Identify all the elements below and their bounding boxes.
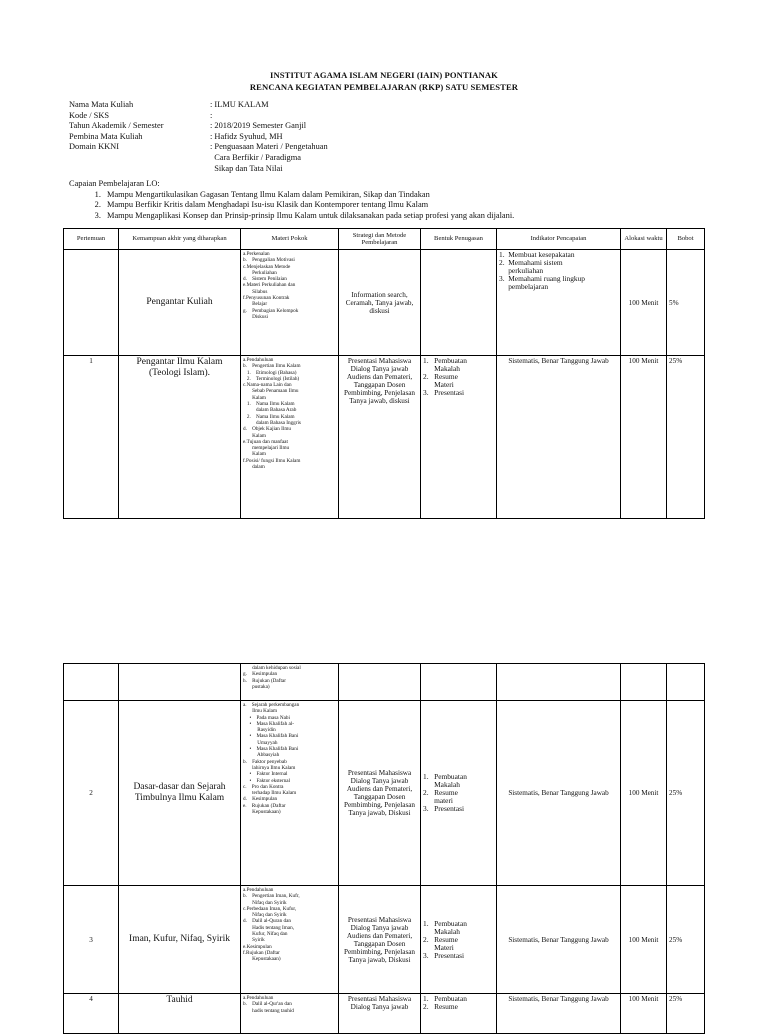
course-name-value: : ILMU KALAM [210,100,269,109]
cell-line: c.Menjelaskan Metode [243,263,291,270]
cell-line: b. Penggalian Motivasi [243,257,295,264]
cell-line: a. Sejarah perkembangan [243,702,300,708]
cell-line: b. Dalil al-Qur'an dan [243,1001,292,1008]
cell-line: Hadis tentang Iman, [243,924,294,931]
rkp-table-part-2 [63,663,705,1034]
cell-bobot: 25% [667,701,705,886]
cell-line: lahirnya Ilmu Kalam [243,764,296,771]
cell-line: Makalah [423,926,460,936]
cell-strategi: Presentasi Mahasiswa Dialog Tanya jawab Audiens dan Pemateri, Tanggapan Dosen Pembimbing, Penjelasan Tanya jawab, diskusi [339,356,421,519]
cell-line: e.Kesimpulan [243,943,272,950]
kkni-domain-value-2: Cara Berfikir / Paradigma [210,152,301,162]
cell-line: Kepustakaan) [243,956,281,963]
cell-indikator: Sistematis, Benar Tanggung Jawab [497,994,621,1034]
table-header-row [64,229,705,250]
cell-line: Kalam [243,432,266,439]
cell-bentuk [421,250,497,356]
cell-line: • Masa Khalifah al- [243,720,294,727]
cell-line: 1. Pembuatan [423,918,467,928]
learning-outcome-item: 1. Mampu Mengartikulasikan Gagasan Tentang Ilmu Kalam dalam Pemikiran, Sikap dan Tindakan [103,190,749,201]
cell-alokasi: 100 Menit [621,886,667,994]
cell-line: d. Kesimpulan [243,796,278,803]
cell-materi [241,356,339,519]
cell-line: • Masa Khalifah Bani [243,746,299,753]
cell-pertemuan [64,250,119,356]
cell-line: 2. Terminologi (Istilah) [243,375,300,382]
cell-line: 1. Pembuatan [423,772,467,781]
cell-line: 3. Presentasi [423,804,465,813]
cell-bobot: 25% [667,994,705,1034]
header-strategi: Strategi dan Metode Pembelajaran [339,229,421,250]
cell-line: f.Posisi/ fungsi Ilmu Kalam [243,457,301,464]
cell-line: Silabus [243,288,268,295]
cell-kemampuan: Dasar-dasar dan Sejarah Timbulnya Ilmu Kalam [119,701,241,886]
cell-kemampuan [119,664,241,701]
header-materi: Materi Pokok [241,229,339,250]
cell-line: b. Pengertian Iman, Kufr, [243,893,300,900]
cell-materi [241,886,339,994]
cell-line: Kepustakaan) [243,809,281,816]
cell-line: materi [423,796,453,805]
academic-year-label: Tahun Akademik / Semester [69,121,164,131]
cell-line: c.Perbedaan Iman, Kufur, [243,905,297,912]
document-title: RENCANA KEGIATAN PEMBELAJARAN (RKP) SATU SEMESTER [249,82,519,92]
cell-line: 2. Resume [423,372,458,381]
course-code-value: : [210,110,213,120]
cell-strategi [339,664,421,701]
cell-strategi: Presentasi Mahasiswa Dialog Tanya jawab Audiens dan Pemateri, Tanggapan Dosen Pembimbing, Penjelasan Tanya jawab, Diskusi [339,886,421,994]
cell-line: d. Sistem Penilaian [243,276,287,283]
cell-line: a.Pendahuluan [243,357,274,363]
cell-bentuk [421,886,497,994]
cell-line: Kufur, Nifaq dan [243,931,288,938]
cell-line: c. Pro dan Kontra [243,783,284,790]
cell-line: g. Kesimpulan [243,671,278,678]
table-row [64,994,705,1034]
header-bentuk: Bentuk Penugasan [421,229,497,250]
cell-indikator: Sistematis, Benar Tanggung Jawab [497,701,621,886]
rkp-table-part-1 [63,228,705,519]
cell-line: 1. Etimologi (Bahasa) [243,369,297,376]
cell-line: Ilmu Kalam [243,708,277,715]
cell-bobot: 25% [667,356,705,519]
lecturer-value: : Hafidz Syuhud, MH [210,131,283,141]
cell-line: c.Nama-nama Lain dan [243,382,292,389]
cell-line: Kalam [243,394,266,401]
course-name-label: Nama Mata Kuliah [69,100,134,109]
institution-title: INSTITUT AGAMA ISLAM NEGERI (IAIN) PONTIANAK [270,70,498,80]
cell-materi [241,664,339,701]
cell-materi [241,701,339,886]
cell-materi [241,250,339,356]
learning-outcome-item: 2. Mampu Berfikir Kritis dalam Menghadapi Isu-isu Klasik dan Kontemporer tentang Ilmu Kalam [103,200,749,211]
cell-pertemuan: 4 [64,994,119,1034]
cell-line: a.Perkenalan [243,251,270,257]
cell-line: Syirik [243,937,265,944]
cell-line: Materi [423,942,454,952]
cell-line: dalam kehidupan sosial [243,665,301,671]
cell-alokasi: 100 Menit [621,356,667,519]
cell-materi [241,994,339,1034]
cell-line: dalam Bahasa Inggris [243,419,301,426]
cell-line: 1. Pembuatan [423,356,467,365]
cell-pertemuan: 1 [64,356,119,519]
cell-line: 3. Presentasi [423,388,465,397]
kkni-domain-value-1: : Penguasaan Materi / Pengetahuan [210,142,328,152]
header-indikator: Indikator Pencapaian [497,229,621,250]
course-code-label: Kode / SKS [69,110,110,120]
cell-line: pembelajaran [499,282,549,291]
cell-line: a.Pendahuluan [243,995,274,1001]
cell-bentuk [421,664,497,701]
cell-kemampuan: Pengantar Kuliah [119,250,241,356]
cell-line: • Masa Khalifah Bani [243,733,299,740]
cell-line: • Pada masa Nabi [243,714,290,721]
cell-line: Sebab Penamaan Ilmu [243,388,299,395]
table-row [64,886,705,994]
cell-line: 2. Resume [423,788,458,797]
course-info [69,100,328,174]
cell-line: Umayyah [243,739,278,746]
cell-line: 2. Memahami sistem [499,258,563,267]
table-row [64,356,705,519]
cell-line: Makalah [423,364,460,373]
cell-line: d. Dalil al-Quran dan [243,918,291,925]
cell-line: Nifaq dan Syirik [243,899,287,906]
cell-alokasi: 100 Menit [621,250,667,356]
cell-line: f.Rujukan (Daftar [243,949,280,956]
cell-line: a.Pendahuluan [243,887,274,893]
cell-line: 2. Resume [423,1002,458,1011]
cell-line: terhadap Ilmu Kalam [243,790,297,797]
table-row [64,701,705,886]
cell-strategi: Presentasi Mahasiswa Dialog Tanya jawab Audiens dan Pemateri, Tanggapan Dosen Pembimbing, Penjelasan Tanya jawab, Diskusi [339,701,421,886]
cell-line: 3. Presentasi [423,950,465,960]
table-row [64,664,705,701]
cell-indikator: Sistematis, Benar Tanggung Jawab [497,886,621,994]
table-row [64,250,705,356]
cell-line: 2. Resume [423,934,458,944]
learning-outcome-item: 3. Mampu Mengaplikasi Konsep dan Prinsip-prinsip Ilmu Kalam untuk dilaksanakan pada setiap profesi yang akan dijalani. [103,211,749,222]
learning-outcomes-heading: Capaian Pembelajaran LO: [69,179,160,188]
cell-alokasi: 100 Menit [621,994,667,1034]
cell-bentuk [421,994,497,1034]
kkni-domain-label: Domain KKNI [69,142,120,152]
cell-bobot: 5% [667,250,705,356]
cell-line: Makalah [423,780,460,789]
cell-pertemuan [64,664,119,701]
academic-year-value: : 2018/2019 Semester Ganjil [210,121,307,131]
cell-line: e. Rujukan (Daftar [243,802,286,809]
header-pertemuan: Pertemuan [64,229,119,250]
cell-line: dalam [243,464,265,471]
cell-line: Rasyidin [243,727,276,734]
cell-line: Diskusi [243,313,268,320]
cell-line: • Faktor Internal [243,771,288,778]
cell-line: Belajar [243,301,268,308]
cell-line: b. Faktor penyebab [243,758,287,765]
cell-line: e.Tujuan dan manfaat [243,438,288,445]
cell-bentuk [421,701,497,886]
cell-indikator: Sistematis, Benar Tanggung Jawab [497,356,621,519]
cell-kemampuan: Tauhid [119,994,241,1034]
cell-line: hadis tentang tauhid [243,1007,294,1014]
cell-bobot [667,664,705,701]
cell-line: 2. Nama Ilmu Kalam [243,413,295,420]
cell-indikator [497,250,621,356]
cell-line: 3. Memahami ruang lingkup [499,274,586,283]
cell-pertemuan: 3 [64,886,119,994]
cell-kemampuan: Pengantar Ilmu Kalam (Teologi Islam). [119,356,241,519]
cell-line: Kalam [243,451,266,458]
cell-strategi: Information search, Ceramah, Tanya jawab, diskusi [339,250,421,356]
cell-line: 1. Nama Ilmu Kalam [243,401,295,408]
cell-bobot: 25% [667,886,705,994]
cell-alokasi: 100 Menit [621,701,667,886]
header-kemampuan: Kemampuan akhir yang diharapkan [119,229,241,250]
cell-line: 1. Membuat kesepakatan [499,250,575,259]
cell-line: d. Objek Kajian Ilmu [243,426,291,433]
cell-line: • Faktor eksternal [243,777,291,784]
cell-line: Nifaq dan Syirik [243,912,287,919]
cell-line: g. Pembagian Kelompok [243,307,299,314]
learning-outcomes [69,179,749,221]
cell-kemampuan: Iman, Kufur, Nifaq, Syirik [119,886,241,994]
header-bobot: Bobot [667,229,705,250]
cell-indikator [497,664,621,701]
header-alokasi: Alokasi waktu [621,229,667,250]
cell-line: 1. Pembuatan [423,994,467,1003]
cell-strategi: Presentasi Mahasiswa Dialog Tanya jawab [339,994,421,1034]
cell-line: h. Rujukan (Daftar [243,677,286,684]
kkni-domain-value-3: Sikap dan Tata Nilai [210,163,283,173]
cell-line: b. Pengertian Ilmu Kalam [243,363,301,370]
cell-line: pustaka) [243,683,270,690]
cell-line: dalam Bahasa Arab [243,407,297,414]
lecturer-label: Pembina Mata Kuliah [69,131,143,141]
cell-line: Abbasyiah [243,752,280,759]
cell-line: mempelajari Ilmu [243,445,290,452]
cell-bentuk [421,356,497,519]
cell-line: perkuliahan [499,266,544,275]
cell-line: f.Penyusunan Kontrak [243,295,290,302]
cell-line: Perkuliahan [243,269,277,276]
cell-line: e.Materi Perkuliahan dan [243,282,296,289]
cell-line: Materi [423,380,454,389]
cell-pertemuan: 2 [64,701,119,886]
cell-alokasi [621,664,667,701]
